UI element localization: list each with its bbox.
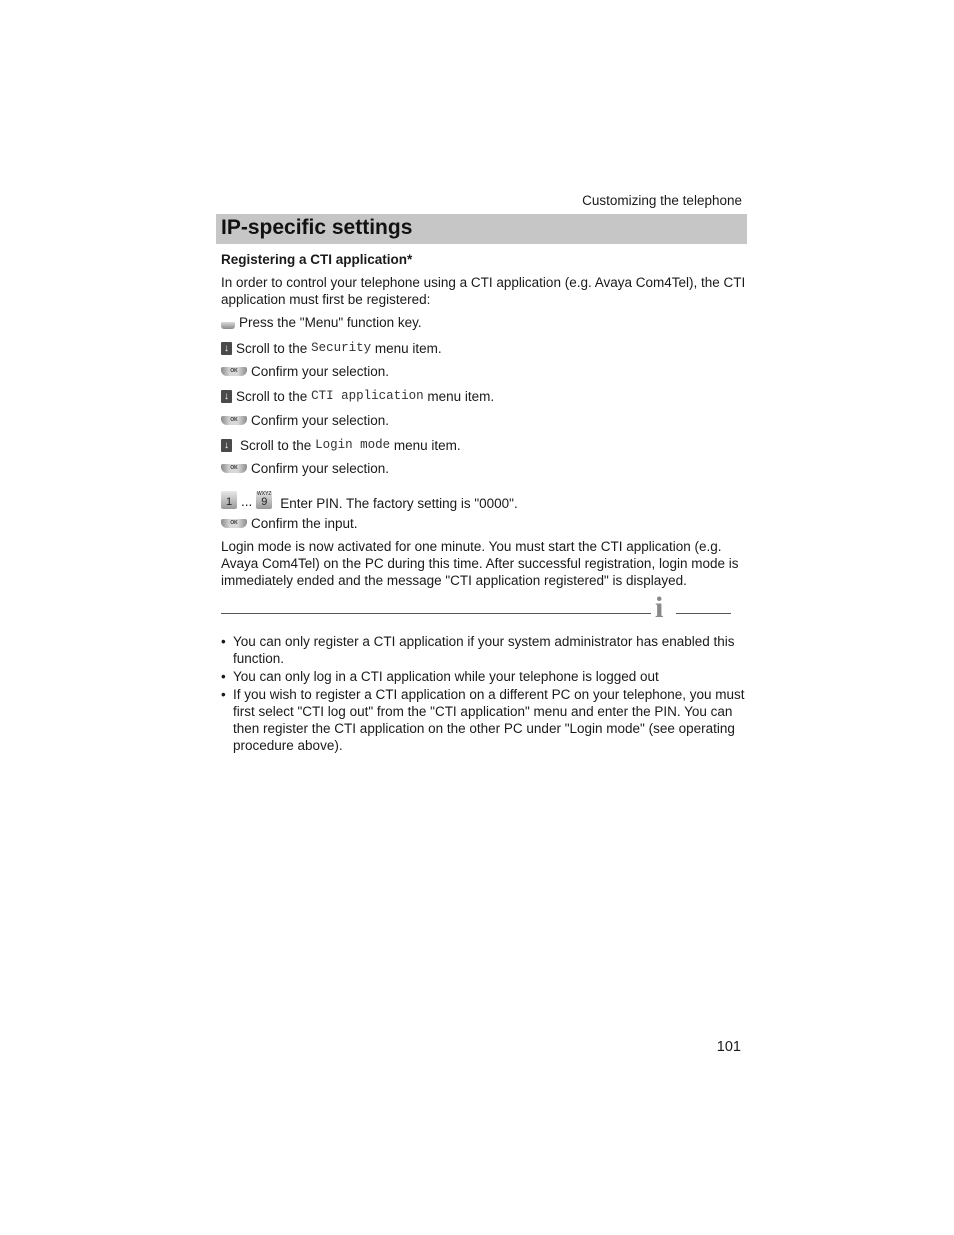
digit-key-9-icon: WXYZ 9 [257, 490, 272, 508]
ok-key-icon: OK [221, 416, 247, 425]
step-5: OK Confirm your selection. [221, 412, 389, 429]
info-icon: i [655, 591, 664, 624]
list-item: • If you wish to register a CTI application on a different PC on your telephone, you must first select "CTI log out" from the "CTI application" menu and enter the PIN. You can then register the CTI application on the other PC under "Login mode" (see operating procedure above). [221, 686, 746, 754]
menu-item-cti-application: CTI application [311, 389, 424, 403]
step-text: Press the "Menu" function key. [239, 315, 422, 330]
menu-item-login-mode: Login mode [315, 438, 391, 452]
step-4: ↓ Scroll to the CTI application menu item. [221, 388, 494, 405]
divider-line [676, 613, 731, 614]
step-2: ↓ Scroll to the Security menu item. [221, 340, 442, 357]
running-header: Customizing the telephone [582, 193, 742, 208]
scroll-down-icon: ↓ [221, 439, 232, 452]
list-item: • You can only register a CTI application if your system administrator has enabled this function. [221, 633, 746, 667]
step-1 [221, 314, 422, 331]
intro-paragraph: In order to control your telephone using a CTI application (e.g. Avaya Com4Tel), the CTI application must first be registered: [221, 275, 746, 307]
page-title: IP-specific settings [221, 216, 413, 239]
scroll-down-icon: ↓ [221, 390, 232, 403]
info-divider [221, 591, 731, 626]
subheading: Registering a CTI application* [221, 252, 413, 267]
step-3: OK Confirm your selection. [221, 363, 389, 380]
step-8: 1 ... WXYZ 9 Enter PIN. The factory setting is "0000". [221, 487, 518, 512]
list-item: • You can only log in a CTI application while your telephone is logged out [221, 668, 746, 685]
ok-key-icon: OK [221, 367, 247, 376]
menu-item-security: Security [311, 341, 372, 355]
step-6: ↓ Scroll to the Login mode menu item. [221, 437, 461, 454]
ok-key-icon: OK [221, 464, 247, 473]
page-number: 101 [716, 1039, 741, 1055]
digit-key-1-icon: 1 [221, 491, 237, 509]
scroll-down-icon: ↓ [221, 342, 232, 355]
divider-line [221, 613, 651, 614]
step-9: OK Confirm the input. [221, 515, 358, 532]
outro-paragraph: Login mode is now activated for one minute. You must start the CTI application (e.g. Avaya Com4Tel) on the PC during this time. After successful registration, login mode is immediately ended and the message "CTI application registered" is displayed. [221, 539, 739, 588]
step-7: OK Confirm your selection. [221, 460, 389, 477]
section-title-bar [216, 214, 747, 244]
ok-key-icon: OK [221, 519, 247, 528]
notes-list [221, 633, 746, 755]
menu-softkey-icon [221, 322, 235, 329]
